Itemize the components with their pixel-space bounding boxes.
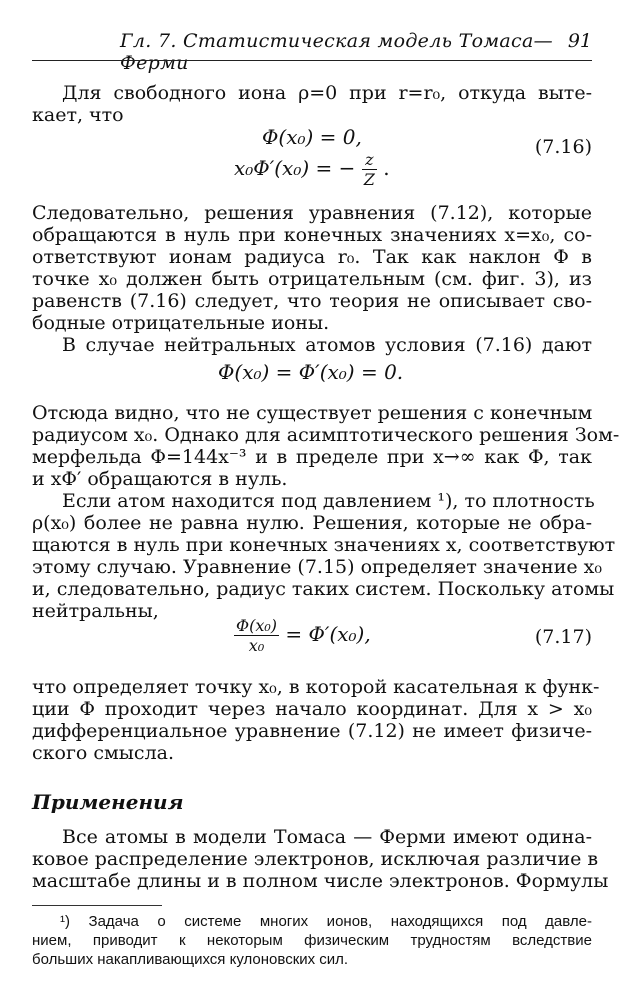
footnote-rule: [32, 905, 162, 906]
text-line: равенств (7.16) следует, что теория не описывает сво-: [32, 290, 592, 312]
text-line: ского смысла.: [32, 742, 175, 764]
text-line: ковое распределение электронов, исключая различие в: [32, 848, 599, 870]
fraction-denominator: x₀: [248, 636, 265, 655]
text-line: мерфельда Φ=144x⁻³ и в пределе при x→∞ как Φ, так: [32, 446, 592, 468]
equation-7-16-period: .: [383, 156, 390, 180]
text-line: точке x₀ должен быть отрицательным (см. фиг. 3), из: [32, 268, 592, 290]
text-line: Все атомы в модели Томаса — Ферми имеют одина-: [62, 826, 592, 848]
text-line: щаются в нуль при конечных значениях x, соответствуют: [32, 534, 616, 556]
text-line: дифференциальное уравнение (7.12) не имеет физиче-: [32, 720, 592, 742]
text-line: ρ(x₀) более не равна нулю. Решения, которые не обра-: [32, 512, 592, 534]
equation-7-17: [234, 616, 371, 655]
text-line: обращаются в нуль при конечных значениях x=x₀, со-: [32, 224, 592, 246]
section-heading: Применения: [32, 790, 184, 814]
text-line: бодные отрицательные ионы.: [32, 312, 330, 334]
text-line: ответствуют ионам радиуса r₀. Так как наклон Φ в: [32, 246, 592, 268]
equation-neutral-atoms: Φ(x₀) = Φ′(x₀) = 0.: [218, 360, 404, 384]
text-line: кает, что: [32, 104, 124, 126]
equation-7-17-fraction: [234, 616, 279, 655]
text-line: нейтральны,: [32, 600, 159, 622]
text-line: Отсюда видно, что не существует решения с конечным: [32, 402, 593, 424]
text-line: и xΦ′ обращаются в нуль.: [32, 468, 288, 490]
text-line: масштабе длины и в полном числе электронов. Формулы: [32, 870, 609, 892]
footnote-line: больших накапливающихся кулоновских сил.: [32, 951, 349, 968]
page-number: 91: [567, 30, 592, 52]
fraction-numerator: Φ(x₀): [236, 616, 278, 635]
text-line: радиусом x₀. Однако для асимптотического решения Зом-: [32, 424, 620, 446]
equation-7-16-fraction: [362, 150, 377, 189]
footnote-line: ¹) Задача о системе многих ионов, находящихся под давле-: [60, 913, 592, 930]
text-line: В случае нейтральных атомов условия (7.16) дают: [62, 334, 592, 356]
fraction-numerator: z: [362, 150, 377, 170]
fraction-denominator: Z: [363, 170, 375, 189]
header-rule: [32, 60, 592, 61]
text-line: и, следовательно, радиус таких систем. Поскольку атомы: [32, 578, 615, 600]
text-line: этому случаю. Уравнение (7.15) определяет значение x₀: [32, 556, 602, 578]
equation-7-16-line2: [234, 150, 390, 189]
equation-7-17-rhs: = Φ′(x₀),: [285, 622, 371, 646]
text-line: Следовательно, решения уравнения (7.12), которые: [32, 202, 592, 224]
text-line: ции Φ проходит через начало координат. Для x > x₀: [32, 698, 592, 720]
text-line: что определяет точку x₀, в которой касательная к функ-: [32, 676, 600, 698]
text-line: Для свободного иона ρ=0 при r=r₀, откуда выте-: [62, 82, 592, 104]
equation-number: (7.17): [534, 626, 592, 648]
equation-7-16-lhs: x₀Φ′(x₀) = −: [234, 156, 356, 180]
text-line: Если атом находится под давлением ¹), то плотность: [62, 490, 595, 512]
footnote-line: нием, приводит к некоторым физическим трудностям вследствие: [32, 932, 592, 949]
equation-number: (7.16): [534, 136, 592, 158]
running-header: [32, 28, 592, 74]
equation-7-16-line1: Φ(x₀) = 0,: [262, 125, 362, 149]
running-title: Гл. 7. Статистическая модель Томаса—Ферми: [120, 30, 553, 74]
